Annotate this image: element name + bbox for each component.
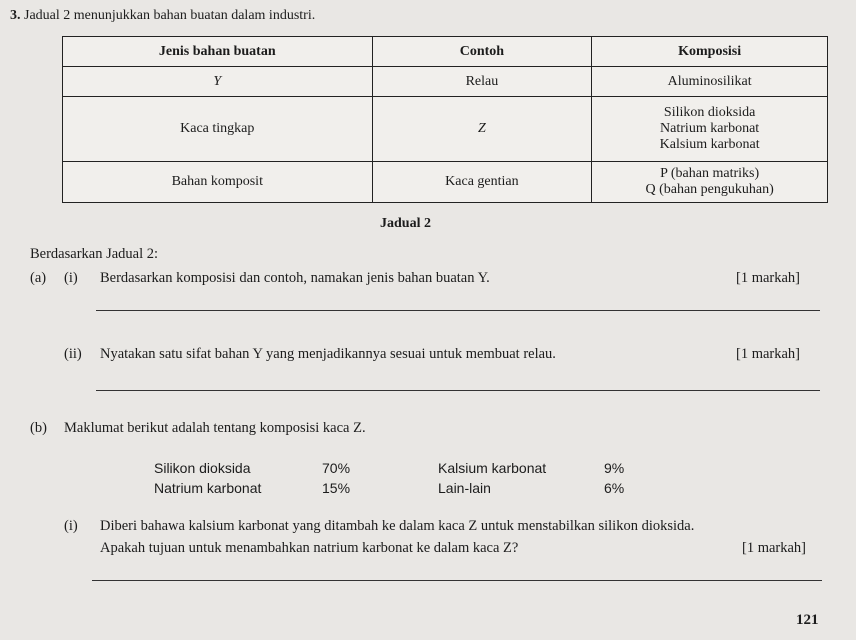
answer-line-a-ii[interactable]	[96, 390, 820, 391]
part-b-i-label: (i)	[64, 518, 78, 534]
materials-table	[62, 36, 828, 203]
composition-pct: 9%	[604, 460, 625, 476]
answer-line-b-i[interactable]	[92, 580, 822, 581]
komposisi-line: Silikon dioksida	[663, 105, 756, 120]
komposisi-line: P (bahan matriks)	[660, 166, 760, 181]
table-caption: Jadual 2	[380, 216, 431, 231]
part-b-text: Maklumat berikut adalah tentang komposisi kaca Z.	[64, 420, 366, 436]
part-a-i-text: Berdasarkan komposisi dan contoh, namakan jenis bahan buatan Y.	[100, 270, 490, 286]
part-a-ii-text: Nyatakan satu sifat bahan Y yang menjadikannya sesuai untuk membuat relau.	[100, 346, 556, 362]
cell-contoh-text: Z	[477, 121, 486, 136]
composition-name: Kalsium karbonat	[438, 460, 547, 476]
table-row	[63, 97, 828, 162]
composition-pct: 6%	[604, 480, 625, 496]
part-b-i-marks: [1 markah]	[742, 540, 807, 556]
answer-line-a-i[interactable]	[96, 310, 820, 311]
question-intro: Jadual 2 menunjukkan bahan buatan dalam industri.	[24, 8, 316, 23]
part-a-i-label: (i)	[64, 270, 78, 286]
part-b-i-line2: Apakah tujuan untuk menambahkan natrium karbonat ke dalam kaca Z?	[100, 540, 519, 556]
cell-komposisi: Aluminosilikat	[592, 67, 828, 97]
composition-name: Lain-lain	[438, 480, 491, 496]
composition-pct: 70%	[322, 460, 351, 476]
cell-jenis: Bahan komposit	[63, 162, 373, 203]
part-b-i-line1: Diberi bahawa kalsium karbonat yang ditambah ke dalam kaca Z untuk menstabilkan silikon dioksida.	[100, 518, 695, 534]
header-komposisi: Komposisi	[592, 37, 828, 67]
part-a-label: (a)	[30, 270, 47, 286]
header-contoh: Contoh	[372, 37, 592, 67]
composition-pct: 15%	[322, 480, 351, 496]
komposisi-line: Q (bahan pengukuhan)	[645, 182, 774, 197]
cell-jenis: Kaca tingkap	[63, 97, 373, 162]
table-header-row	[63, 37, 828, 67]
based-on-text: Berdasarkan Jadual 2:	[30, 246, 159, 262]
cell-komposisi	[592, 97, 828, 162]
cell-jenis-text: Y	[213, 73, 222, 89]
header-jenis: Jenis bahan buatan	[63, 37, 373, 67]
question-header	[10, 8, 315, 24]
komposisi-line: Kalsium karbonat	[659, 137, 760, 152]
cell-contoh	[372, 97, 592, 162]
komposisi-line: Natrium karbonat	[660, 121, 760, 136]
cell-komposisi	[592, 162, 828, 203]
question-number: 3.	[10, 8, 21, 23]
page-number: 121	[796, 612, 819, 628]
cell-jenis	[63, 67, 373, 97]
cell-contoh: Kaca gentian	[372, 162, 592, 203]
part-a-ii-label: (ii)	[64, 346, 82, 362]
table-row	[63, 162, 828, 203]
part-a-i-marks: [1 markah]	[736, 270, 801, 286]
part-b-label: (b)	[30, 420, 47, 436]
part-a-ii-marks: [1 markah]	[736, 346, 801, 362]
composition-name: Natrium karbonat	[154, 480, 262, 496]
composition-name: Silikon dioksida	[154, 460, 251, 476]
cell-contoh: Relau	[372, 67, 592, 97]
table-row	[63, 67, 828, 97]
